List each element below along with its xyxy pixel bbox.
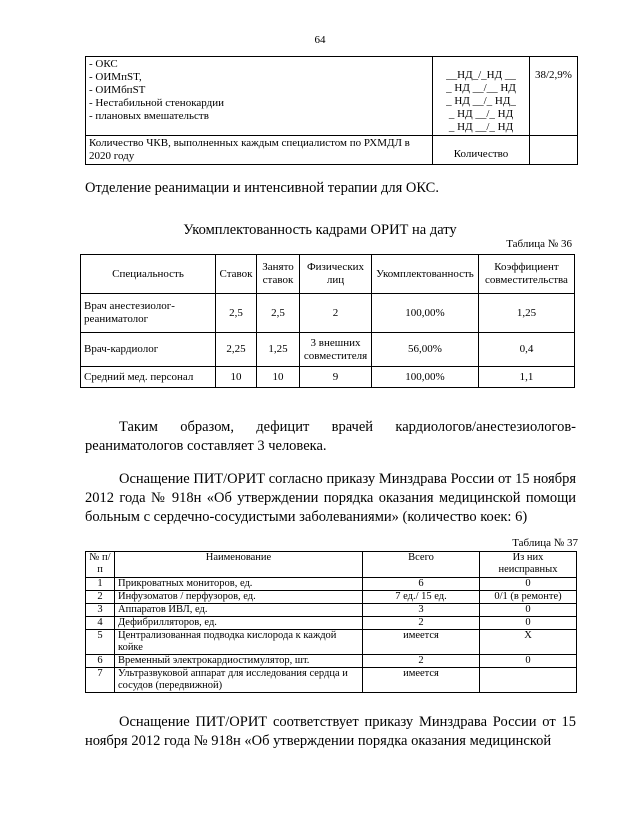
- table-cell: 6: [86, 655, 115, 668]
- list-line: - ОИМбпST: [89, 84, 146, 96]
- table-cell: 3: [86, 604, 115, 617]
- table-cell: Временный электрокардиостимулятор, шт.: [115, 655, 363, 668]
- header-cell: Коэффициент совместительства: [479, 255, 575, 294]
- table-header-row: [81, 255, 575, 294]
- header-cell: Специальность: [81, 255, 216, 294]
- table-cell: [480, 668, 577, 693]
- table-cell: 1,25: [479, 294, 575, 333]
- table-cell: 2,25: [216, 333, 257, 367]
- table-cell: 4: [86, 617, 115, 630]
- table-cell: Средний мед. персонал: [81, 367, 216, 388]
- table-cell: 1,1: [479, 367, 575, 388]
- list-line: - ОКС: [89, 58, 118, 70]
- header-cell: Всего: [363, 552, 480, 578]
- list-line: - плановых вмешательств: [89, 110, 209, 122]
- table-cell: 6: [363, 578, 480, 591]
- paragraph-conclusion: Оснащение ПИТ/ОРИТ соответствует приказу Минздрава России от 15 ноября 2012 года № 918н «Об утверждении порядка оказания медицинской: [85, 714, 576, 749]
- staff-table: [80, 254, 575, 388]
- continued-table: [85, 56, 578, 165]
- table-cell: 3: [363, 604, 480, 617]
- header-cell: Из них неисправных: [480, 552, 577, 578]
- table-cell: Аппаратов ИВЛ, ед.: [115, 604, 363, 617]
- table-cell: [530, 136, 578, 165]
- table-cell: 9: [300, 367, 372, 388]
- table-cell: 2,5: [257, 294, 300, 333]
- table-cell: 7 ед./ 15 ед.: [363, 591, 480, 604]
- equipment-table: [85, 551, 577, 693]
- nd-line: _ НД __/_ НД: [448, 108, 514, 120]
- table-cell: 7: [86, 668, 115, 693]
- table-cell: Х: [480, 630, 577, 655]
- table-cell: 10: [216, 367, 257, 388]
- table-cell: 38/2,9%: [530, 57, 578, 136]
- table-cell: Врач анестезиолог-реаниматолог: [81, 294, 216, 333]
- table-caption: Таблица № 36: [506, 238, 572, 250]
- table-cell: Врач-кардиолог: [81, 333, 216, 367]
- table-cell: Ультразвуковой аппарат для исследования сердца и сосудов (передвижной): [115, 668, 363, 693]
- nd-line: _ НД __/_ НД: [448, 121, 514, 133]
- header-cell: Физических лиц: [300, 255, 372, 294]
- table-row: [86, 604, 577, 617]
- table-cell: 10: [257, 367, 300, 388]
- table-cell: Дефибрилляторов, ед.: [115, 617, 363, 630]
- table-cell: 5: [86, 630, 115, 655]
- header-cell: Занято ставок: [257, 255, 300, 294]
- table-cell: Централизованная подводка кислорода к каждой койке: [115, 630, 363, 655]
- table-row: [81, 367, 575, 388]
- list-line: - Нестабильной стенокардии: [89, 97, 224, 109]
- table-cell: Инфузоматов / перфузоров, ед.: [115, 591, 363, 604]
- table-cell: 0: [480, 578, 577, 591]
- table-row: [86, 136, 578, 165]
- nd-line: __НД_/_НД __: [446, 69, 516, 81]
- table-cell: Прикроватных мониторов, ед.: [115, 578, 363, 591]
- table-row: [86, 630, 577, 655]
- table-cell: 100,00%: [372, 294, 479, 333]
- table-cell: 3 внешних совместителя: [300, 333, 372, 367]
- table-cell: имеется: [363, 668, 480, 693]
- table-cell: 1,25: [257, 333, 300, 367]
- table-row: [86, 591, 577, 604]
- table-cell: Количество: [433, 136, 530, 165]
- table-cell: 2: [363, 655, 480, 668]
- header-cell: Укомплектованность: [372, 255, 479, 294]
- page-number: 64: [314, 34, 326, 46]
- table-row: [81, 294, 575, 333]
- table-cell: 0/1 (в ремонте): [480, 591, 577, 604]
- table-cell: 56,00%: [372, 333, 479, 367]
- staff-heading: Укомплектованность кадрами ОРИТ на дату: [183, 222, 457, 238]
- section-heading: Отделение реанимации и интенсивной терапии для ОКС.: [85, 180, 439, 196]
- table-cell: [433, 57, 530, 136]
- header-cell: № п/п: [86, 552, 115, 578]
- table-caption: Таблица № 37: [512, 537, 578, 549]
- list-line: - ОИМпST,: [89, 71, 142, 83]
- table-row: [86, 668, 577, 693]
- table-cell: 2: [363, 617, 480, 630]
- nd-line: _ НД __/_ НД_: [446, 95, 516, 107]
- paragraph-deficit: Таким образом, дефицит врачей кардиологов/анестезиологов-реаниматологов составляет 3 человека.: [85, 419, 576, 454]
- table-row: [86, 617, 577, 630]
- table-row: [86, 655, 577, 668]
- header-cell: Наименование: [115, 552, 363, 578]
- table-row: [86, 578, 577, 591]
- table-cell: 0: [480, 655, 577, 668]
- table-cell: 2: [86, 591, 115, 604]
- header-cell: Ставок: [216, 255, 257, 294]
- table-row: [86, 57, 578, 136]
- table-cell: 1: [86, 578, 115, 591]
- table-cell: имеется: [363, 630, 480, 655]
- table-cell: 0: [480, 604, 577, 617]
- paragraph-equipment: Оснащение ПИТ/ОРИТ согласно приказу Минздрава России от 15 ноября 2012 года № 918н «Об утверждении порядка оказания медицинской помощи больным с сердечно-сосудистыми заболеваниями» (количество коек: 6): [85, 471, 576, 525]
- table-header-row: [86, 552, 577, 578]
- table-cell: 0,4: [479, 333, 575, 367]
- table-row: [81, 333, 575, 367]
- table-cell: 100,00%: [372, 367, 479, 388]
- table-cell: 2: [300, 294, 372, 333]
- table-cell: 2,5: [216, 294, 257, 333]
- table-cell: Количество ЧКВ, выполненных каждым специалистом по РХМДЛ в 2020 году: [86, 136, 433, 165]
- nd-line: _ НД __/__ НД: [446, 82, 516, 94]
- table-cell: 0: [480, 617, 577, 630]
- table-cell: [86, 57, 433, 136]
